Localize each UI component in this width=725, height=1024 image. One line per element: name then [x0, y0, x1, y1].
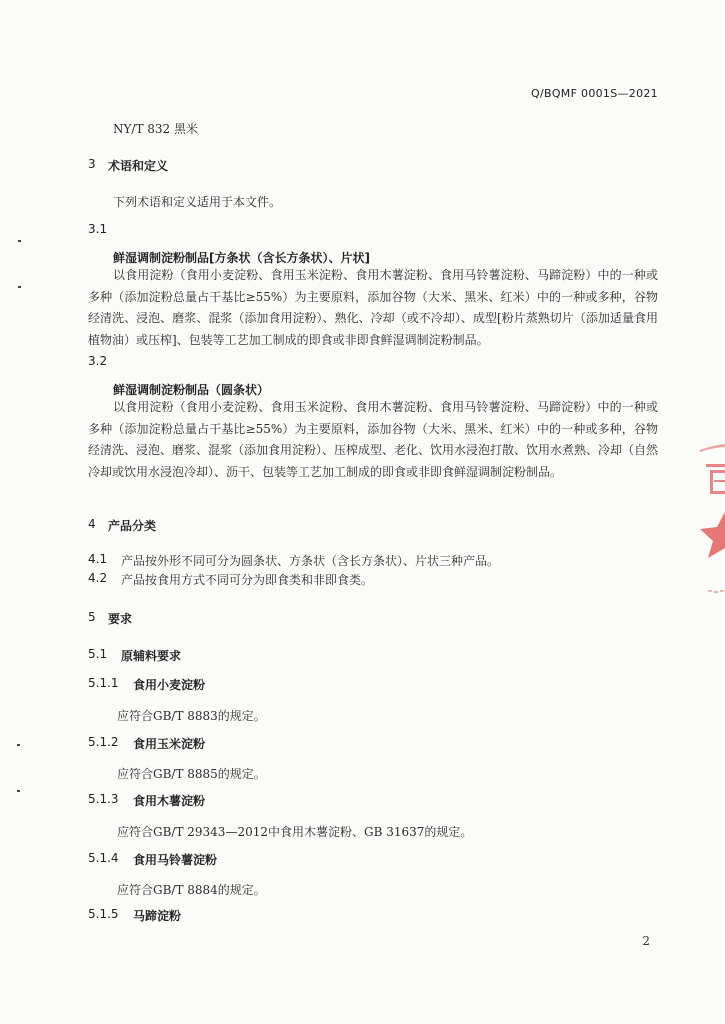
section-5-number: 5: [88, 610, 96, 624]
seal-glyph-stroke: [706, 464, 725, 467]
term-3-1-number: 3.1: [88, 222, 108, 236]
seal-glyph-stroke: [710, 491, 725, 494]
section-4-number: 4: [88, 517, 96, 531]
seal-glyph-stroke: [710, 470, 725, 473]
scan-speck: [17, 790, 20, 792]
clause-4-1-number: 4.1: [88, 552, 108, 566]
section-3-intro: 下列术语和定义适用于本文件。: [113, 195, 282, 209]
seal-ring-arc: [700, 444, 725, 452]
section-3-title: 术语和定义: [108, 159, 169, 173]
clause-5-1-3-number: 5.1.3: [88, 792, 119, 806]
clause-5-1-3-text: 应符合GB/T 29343—2012中食用木薯淀粉、GB 31637的规定。: [117, 825, 473, 839]
clause-5-1-4-title: 食用马铃薯淀粉: [133, 853, 218, 867]
seal-glyph-fragment: [706, 464, 725, 494]
seal-micro-mark: [714, 591, 718, 593]
clause-5-1-2-text: 应符合GB/T 8885的规定。: [117, 767, 266, 781]
term-3-2-title: 鲜湿调制淀粉制品（圆条状）: [113, 383, 270, 397]
term-3-2-number: 3.2: [88, 354, 108, 368]
clause-5-1-3-title: 食用木薯淀粉: [133, 794, 206, 808]
standard-number: Q/BQMF 0001S—2021: [531, 87, 658, 100]
seal-glyph-stroke: [710, 470, 713, 494]
seal-glyph-stroke: [714, 480, 725, 482]
clause-5-1-2-title: 食用玉米淀粉: [133, 737, 206, 751]
clause-5-1-4-number: 5.1.4: [88, 851, 119, 865]
seal-micro-mark: [720, 590, 724, 592]
section-4-title: 产品分类: [108, 519, 157, 533]
clause-5-1-title: 原辅料要求: [121, 649, 182, 663]
scan-speck: [17, 744, 20, 746]
clause-5-1-4-text: 应符合GB/T 8884的规定。: [117, 883, 266, 897]
clause-5-1-1-title: 食用小麦淀粉: [133, 678, 206, 692]
clause-5-1-number: 5.1: [88, 647, 108, 661]
clause-5-1-5-title: 马蹄淀粉: [133, 909, 182, 923]
clause-4-1-text: 产品按外形不同可分为圆条状、方条状（含长方条状）、片状三种产品。: [121, 554, 500, 568]
term-3-1-definition: 以食用淀粉（食用小麦淀粉、食用玉米淀粉、食用木薯淀粉、食用马铃薯淀粉、马蹄淀粉）中的一种或多种（添加淀粉总量占干基比≥55%）为主要原料，添加谷物（大米、黑米、红米）中的一种或多种，谷物经清洗、浸泡、磨浆、混浆（添加食用淀粉）、熟化、冷却（或不冷却）、成型[粉片蒸熟切片（添加适量食用植物油）或压榨]、包装等工艺加工制成的即食或非即食鲜湿调制淀粉制品。: [88, 268, 658, 347]
section-3-number: 3: [88, 157, 96, 171]
term-3-2-definition: 以食用淀粉（食用小麦淀粉、食用玉米淀粉、食用木薯淀粉、食用马铃薯淀粉、马蹄淀粉）中的一种或多种（添加淀粉总量占干基比≥55%）为主要原料，添加谷物（大米、黑米、红米）中的一种或多种，谷物经清洗、浸泡、磨浆、混浆（添加食用淀粉）、压榨成型、老化、饮用水浸泡打散、饮用水煮熟、冷却（自然冷却或饮用水浸泡冷却）、沥干、包装等工艺加工制成的即食或非即食鲜湿调制淀粉制品。: [88, 400, 659, 479]
page-number: 2: [642, 934, 650, 948]
clause-4-2-number: 4.2: [88, 571, 108, 585]
clause-5-1-1-number: 5.1.1: [88, 676, 119, 690]
clause-5-1-1-text: 应符合GB/T 8883的规定。: [117, 709, 266, 723]
seal-micro-mark: [708, 590, 712, 592]
seal-star: [700, 512, 725, 558]
scan-speck: [18, 240, 21, 242]
normative-reference-ny-t-832: NY/T 832 黑米: [113, 122, 199, 136]
scan-speck: [18, 286, 21, 288]
clause-5-1-5-number: 5.1.5: [88, 907, 119, 921]
clause-5-1-2-number: 5.1.2: [88, 735, 119, 749]
section-5-title: 要求: [108, 612, 133, 626]
seal-micro-text: [708, 590, 724, 593]
term-3-1-title: 鲜湿调制淀粉制品[方条状（含长方条状）、片状]: [113, 251, 370, 265]
clause-4-2-text: 产品按食用方式不同可分为即食类和非即食类。: [121, 573, 374, 587]
